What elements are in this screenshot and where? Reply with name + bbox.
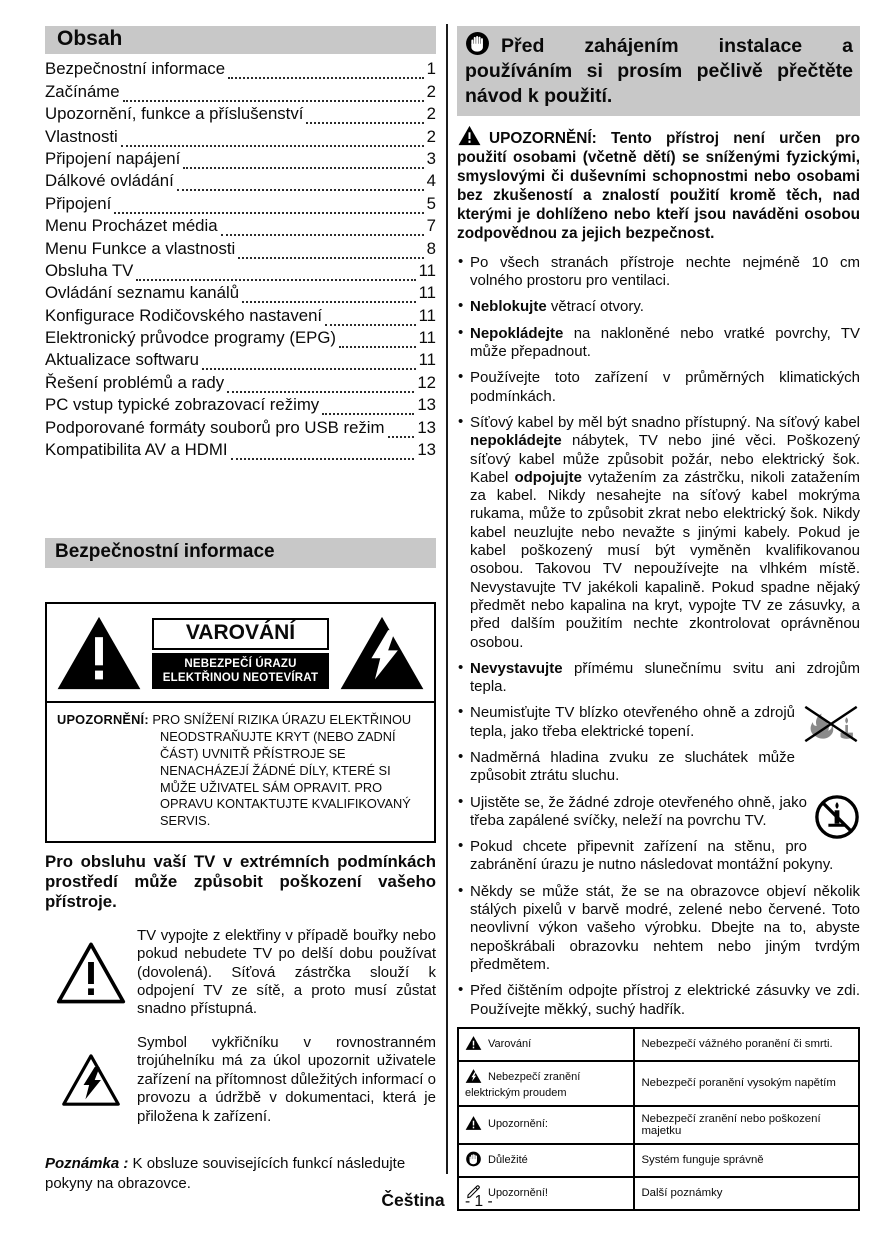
toc-item-page: 4 <box>426 171 436 191</box>
toc-item-page: 13 <box>417 440 436 460</box>
read-manual-header <box>457 26 860 116</box>
toc-dot-leader <box>177 174 424 191</box>
toc-dot-leader <box>183 152 423 169</box>
toc-item-label: Řešení problémů a rady <box>45 372 225 392</box>
toc-item <box>45 79 436 101</box>
toc-item <box>45 348 436 370</box>
toc-item-page: 13 <box>417 417 436 437</box>
hand-circle-icon <box>465 1151 482 1170</box>
warning-heading: VAROVÁNÍ <box>152 618 329 650</box>
table-row <box>458 1028 859 1061</box>
danger-line2: ELEKTŘINOU NEOTEVÍRAT <box>162 671 319 684</box>
toc-item-label: PC vstup typické zobrazovací režimy <box>45 395 320 415</box>
caution-text-box <box>47 701 434 841</box>
table-description-cell: Další poznámky <box>634 1177 859 1210</box>
supervision-warning <box>457 125 860 244</box>
safety-bullet: • Někdy se může stát, že se na obrazovce objeví několik stálých pixelů v barvě modré, zelené nebo červené. Toto neovlivní výkon vašeho výrobku. Dbejte na to, abyste nepoškrábali obrazovku nehtem nebo jiným tvrdým předmětem. <box>457 883 860 974</box>
toc-dot-leader <box>123 85 424 102</box>
right-column <box>457 26 860 1211</box>
toc-dot-leader <box>202 353 416 370</box>
table-signal-cell: Nebezpečí zranění elektrickým proudem <box>458 1061 634 1106</box>
read-manual-text: Před zahájením instalace a používáním si prosím pečlivě přečtěte návod k použití. <box>465 35 853 107</box>
no-candle-icon <box>814 794 860 845</box>
toc-item-label: Dálkové ovládání <box>45 171 174 191</box>
toc-dot-leader <box>322 398 414 415</box>
table-row <box>458 1061 859 1106</box>
toc-item <box>45 191 436 213</box>
toc-item <box>45 281 436 303</box>
page-footer <box>0 1190 874 1211</box>
toc-item <box>45 438 436 460</box>
safety-bullet: • Nepokládejte na nakloněné nebo vratké povrchy, TV může přepadnout. <box>457 325 860 362</box>
safety-bullet: • Ujistěte se, že žádné zdroje otevřeného ohně, jako třeba zapálené svíčky, neleží na povrchu TV. <box>457 794 860 831</box>
safety-bullet: • Nevystavujte přímému slunečnímu svitu ani zdrojům tepla. <box>457 660 860 697</box>
safety-bullet: • Pokud chcete připevnit zařízení na stěnu, pro zabránění úrazu je nutno následovat montážní pokyny. <box>457 838 860 875</box>
toc-item-page: 7 <box>426 216 436 236</box>
triangle-exclamation-outline-icon <box>45 940 137 1006</box>
table-description-cell: Systém funguje správně <box>634 1144 859 1177</box>
toc-item-label: Konfigurace Rodičovského nastavení <box>45 305 323 325</box>
toc-item-label: Kompatibilita AV a HDMI <box>45 440 228 460</box>
no-fire-icon <box>802 704 860 749</box>
toc-title: Obsah <box>45 26 436 54</box>
toc-item <box>45 415 436 437</box>
toc-dot-leader <box>242 286 416 303</box>
toc-item-page: 12 <box>417 372 436 392</box>
safety-bullet: • Síťový kabel by měl být snadno přístupný. Na síťový kabel nepokládejte nábytek, TV nebo jiné věci. Poškozený síťový kabel může způsobit požár, nebo elektrický šok. Kabel odpojujte vytažením za zástrčku, nikoli zatažením za kabel. Nikdy nesahejte na síťový kabel mokrýma rukama, může to způsobit zkrat nebo elektrický šok. Nikdy kabel neuzlujte nebo nevažte s jinými kabely. Pokud je kabel poškozený musí být vyměněn kvalifikovanou osobou. Takovou TV nepoužívejte na vlhkém místě. Nevystavujte TV jakékoli kapalině. Pokud spadne nějaký předmět nebo kapalina na kryt, vypojte TV ze zásuvky, a před dalším použitím nechte zkontrolovat oprávněnou osobou. <box>457 414 860 652</box>
toc-item-label: Začínáme <box>45 81 120 101</box>
table-signal-cell: Varování <box>458 1028 634 1061</box>
danger-label <box>152 653 329 689</box>
toc-item-label: Menu Funkce a vlastnosti <box>45 238 236 258</box>
icon-notes <box>45 927 436 1126</box>
warning-graphic-box <box>45 602 436 843</box>
toc-item-page: 2 <box>426 81 436 101</box>
toc-item-page: 11 <box>418 283 436 303</box>
toc-item <box>45 370 436 392</box>
toc-dot-leader <box>306 107 423 124</box>
hand-stop-icon <box>465 31 490 56</box>
toc-item <box>45 57 436 79</box>
safety-bullet: • Po všech stranách přístroje nechte nejméně 10 cm volného prostoru pro ventilaci. <box>457 254 860 291</box>
warning-center <box>152 618 329 689</box>
toc-item-page: 2 <box>426 104 436 124</box>
triangle-bolt-outline-icon <box>45 1052 137 1108</box>
warning-triangle-icon <box>465 1035 482 1054</box>
caution-text: PRO SNÍŽENÍ RIZIKA ÚRAZU ELEKTŘINOU NEODSTRAŇUJTE KRYT (NEBO ZADNÍ ČÁST) UVNITŘ PŘÍSTROJE SE NENACHÁZEJÍ ŽÁDNÉ DÍLY, KTERÉ SI MŮŽE UŽIVATEL SÁM OPRAVIT. PRO OPRAVU KONTAKTUJTE KVALIFIKOVANÝ SERVIS. <box>152 712 412 829</box>
table-description-cell: Nebezpečí poranění vysokým napětím <box>634 1061 859 1106</box>
toc-item-page: 5 <box>426 193 436 213</box>
toc-item <box>45 169 436 191</box>
toc-item <box>45 303 436 325</box>
toc-list <box>45 57 436 460</box>
toc-item-label: Upozornění, funkce a příslušenství <box>45 104 304 124</box>
safety-bullet: • Neblokujte větrací otvory. <box>457 298 860 316</box>
toc-item-page: 11 <box>418 260 436 280</box>
note-text: K obsluze souvisejících funkcí následujte pokyny na obrazovce. <box>45 1155 406 1192</box>
safety-bullet: • Používejte toto zařízení v průměrných klimatických podmínkách. <box>457 369 860 406</box>
lightning-triangle-icon <box>338 614 426 692</box>
toc-item-page: 3 <box>426 148 436 168</box>
icon-note <box>45 927 436 1019</box>
toc-item <box>45 393 436 415</box>
toc-item-page: 8 <box>426 238 436 258</box>
table-row <box>458 1144 859 1177</box>
left-column <box>45 26 436 1193</box>
caution-label: UPOZORNĚNÍ: <box>57 712 149 728</box>
toc-dot-leader <box>238 242 423 259</box>
safety-bullet: • Neumisťujte TV blízko otevřeného ohně a zdrojů tepla, jako třeba elektrické topení. <box>457 704 860 741</box>
page-number: - 1 - <box>465 1193 493 1210</box>
supervision-warning-text: Tento přístroj není určen pro použití osobami (včetně dětí) se sníženými fyzickými, smyslovými či duševními schopnostmi nebo osobami bez zkušeností a znalostí použití kromě těch, nad kterými je dohlíženo nebo kteří jsou naváděni osobou zodpovědnou za jejich bezpečnost. <box>457 130 860 242</box>
table-row <box>458 1106 859 1144</box>
toc-item-label: Elektronický průvodce programy (EPG) <box>45 328 336 348</box>
toc-item <box>45 214 436 236</box>
table-signal-cell: Upozornění: <box>458 1106 634 1144</box>
icon-note <box>45 1034 436 1126</box>
toc-dot-leader <box>325 309 416 326</box>
toc-dot-leader <box>339 331 416 348</box>
table-signal-cell: Důležité <box>458 1144 634 1177</box>
safety-bullet: • Nadměrná hladina zvuku ze sluchátek může způsobit ztrátu sluchu. <box>457 749 860 786</box>
toc-dot-leader <box>114 197 423 214</box>
safety-section-title: Bezpečnostní informace <box>45 538 436 568</box>
bolt-triangle-icon <box>465 1068 482 1087</box>
toc-item-label: Ovládání seznamu kanálů <box>45 283 240 303</box>
safety-bullet: • Před čištěním odpojte přístroj z elektrické zásuvky ve zdi. Používejte měkký, suchý hadřík. <box>457 982 860 1019</box>
toc-item-label: Obsluha TV <box>45 260 134 280</box>
table-description-cell: Nebezpečí zranění nebo poškození majetku <box>634 1106 859 1144</box>
signal-words-table <box>457 1027 860 1211</box>
toc-item <box>45 326 436 348</box>
toc-dot-leader <box>136 264 415 281</box>
toc-dot-leader <box>121 130 424 147</box>
toc-item <box>45 259 436 281</box>
toc-item-page: 2 <box>426 126 436 146</box>
toc-dot-leader <box>227 376 414 393</box>
toc-dot-leader <box>388 421 415 438</box>
exclamation-triangle-icon <box>55 614 143 692</box>
toc-item-label: Připojení napájení <box>45 148 181 168</box>
column-divider <box>446 24 448 1174</box>
language-label: Čeština <box>381 1190 445 1210</box>
toc-item-label: Menu Procházet média <box>45 216 218 236</box>
warning-graphic-top <box>47 604 434 701</box>
icon-note-text: TV vypojte z elektřiny v případě bouřky nebo pokud nebudete TV po delší dobu používat (dovolená). Síťová zástrčka slouží k odpojení TV ze sítě, a proto musí zůstat snadno přístupná. <box>137 926 436 1018</box>
toc-item-label: Podporované formáty souborů pro USB režim <box>45 417 385 437</box>
toc-item-label: Bezpečnostní informace <box>45 59 226 79</box>
toc-item-page: 1 <box>426 59 436 79</box>
toc-item <box>45 236 436 258</box>
note-label: Poznámka : <box>45 1155 129 1173</box>
danger-line1: NEBEZPEČÍ ÚRAZU <box>184 657 297 670</box>
toc-item-page: 11 <box>418 328 436 348</box>
toc-item <box>45 147 436 169</box>
warning-triangle-icon <box>465 1115 482 1134</box>
extreme-conditions-note: Pro obsluhu vaší TV v extrémních podmínkách prostředí může způsobit poškození vašeho přístroje. <box>45 852 436 911</box>
safety-bullet-list <box>457 254 860 1019</box>
note-paragraph <box>45 1154 436 1193</box>
toc-item-label: Vlastnosti <box>45 126 118 146</box>
warning-triangle-icon <box>457 125 482 146</box>
toc-item-label: Připojení <box>45 193 112 213</box>
toc-item <box>45 102 436 124</box>
toc-item <box>45 124 436 146</box>
icon-note-text: Symbol vykřičníku v rovnostranném trojúhelníku má za úkol upozornit uživatele zařízení na přítomnost důležitých informací o provozu a údržbě v dokumentaci, která je přiložena k zařízení. <box>137 1033 436 1125</box>
toc-item-page: 13 <box>417 395 436 415</box>
toc-item-page: 11 <box>418 305 436 325</box>
toc-dot-leader <box>221 219 424 236</box>
table-description-cell: Nebezpečí vážného poranění či smrti. <box>634 1028 859 1061</box>
supervision-warning-label: UPOZORNĚNÍ: <box>489 130 597 148</box>
toc-dot-leader <box>231 443 415 460</box>
toc-item-page: 11 <box>418 350 436 370</box>
toc-item-label: Aktualizace softwaru <box>45 350 199 370</box>
toc-dot-leader <box>228 62 424 79</box>
table-signal-cell: Upozornění! <box>458 1177 634 1210</box>
